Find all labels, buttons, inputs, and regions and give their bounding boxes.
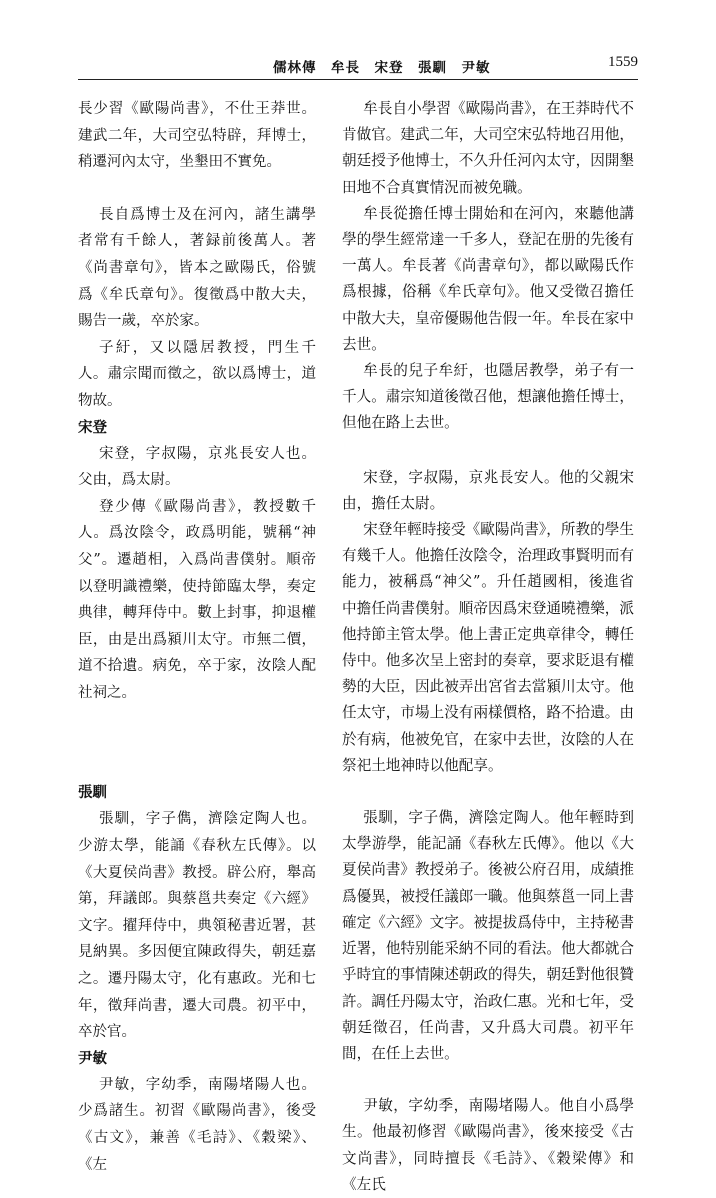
mu-chang-translation-paragraph-1: 牟長自小學習《歐陽尚書》，在王莽時代不肯做官。建武二年，大司空宋弘特地召用他，朝廷授予他博士，不久升任河內太守，因開墾田地不合真實情況而被免職。 — [342, 100, 634, 196]
mu-chang-original-paragraph-3: 子紆，又以隱居教授，門生千人。肅宗聞而徵之，欲以爲博士，道物故。 — [78, 339, 316, 409]
classical-text-column — [78, 96, 316, 1178]
mu-chang-original-paragraph-1: 長少習《歐陽尚書》，不仕王莽世。建武二年，大司空弘特辟，拜博士，稍遷河內太守，坐墾田不實免。 — [78, 101, 316, 171]
mu-chang-translation-paragraph-3: 牟長的兒子牟紆，也隱居教學，弟子有一千人。肅宗知道後徵召他，想讓他擔任博士，但他在路上去世。 — [342, 362, 634, 432]
song-deng-original-paragraph-2: 登少傳《歐陽尚書》，教授數千人。爲汝陰令，政爲明能，號稱“神父”。遷趙相，入爲尚書僕射。順帝以登明識禮樂，使持節臨太學，奏定典律，轉拜侍中。數上封事，抑退權臣，由是出爲潁川太守。市無二價，道不拾遺。病免，卒于家，汝陰人配社祠之。 — [78, 498, 316, 701]
page-header — [78, 50, 638, 80]
yin-min-translation-paragraph: 尹敏，字幼季，南陽堵陽人。他自小爲學生。他最初修習《歐陽尚書》，後來接受《古文尚書》，同時擅長《毛詩》、《穀梁傳》和《左氏 — [342, 1097, 634, 1193]
running-title: 儒林傳 牟長 宋登 張馴 尹敏 — [273, 60, 491, 76]
zhang-xun-translation-paragraph: 張馴，字子儁，濟陰定陶人。他年輕時到太學游學，能記誦《春秋左氏傳》。他以《大夏侯尚書》教授弟子。後被公府召用，成績推爲優異，被授任議郎一職。他與蔡邕一同上書確定《六經》文字。被提拔爲侍中，主持秘書近署，他特别能采納不同的看法。他大都就合乎時宜的事情陳述朝政的得失，朝廷對他很贊許。調任丹陽太守，治政仁惠。光和七年，受朝廷徵召，任尚書，又升爲大司農。初平年間，在任上去世。 — [342, 809, 634, 1062]
section-heading-zhang-xun: 張馴 — [78, 785, 107, 802]
mu-chang-translation-paragraph-2: 牟長從擔任博士開始和在河內，來聽他講學的學生經常達一千多人，登記在册的先後有一萬人。牟長著《尚書章句》，都以歐陽氏作爲根據，俗稱《牟氏章句》。他又受徵召擔任中散大夫，皇帝優賜他告假一年。牟長在家中去世。 — [342, 204, 634, 353]
translation-column — [342, 96, 634, 1198]
mu-chang-original-paragraph-2: 長自爲博士及在河內，諸生講學者常有千餘人，著録前後萬人。著《尚書章句》，皆本之歐陽氏，俗號爲《牟氏章句》。復徵爲中散大夫，賜告一歲，卒於家。 — [78, 206, 316, 330]
song-deng-original-paragraph-1: 宋登，字叔陽，京兆長安人也。父由，爲太尉。 — [78, 445, 316, 489]
section-heading-yin-min: 尹敏 — [78, 1050, 107, 1067]
section-heading-song-deng: 宋登 — [78, 419, 107, 436]
page-number: 1559 — [608, 54, 638, 70]
song-deng-translation-paragraph-2: 宋登年輕時接受《歐陽尚書》，所教的學生有幾千人。他擔任汝陰令，治理政事賢明而有能力，被稱爲“神父”。升任趙國相，後進省中擔任尚書僕射。順帝因爲宋登通曉禮樂，派他持節主管太學。他上書正定典章律令，轉任侍中。他多次呈上密封的奏章，要求貶退有權勢的大臣，因此被弄出宮省去當潁川太守。他任太守，市場上没有兩樣價格，路不拾遺。由於有病，他被免官，在家中去世，汝陰的人在祭祀土地神時以他配享。 — [342, 521, 634, 774]
header-rule — [78, 79, 638, 80]
song-deng-translation-paragraph-1: 宋登，字叔陽，京兆長安人。他的父親宋由，擔任太尉。 — [342, 468, 634, 512]
yin-min-original-paragraph: 尹敏，字幼季，南陽堵陽人也。少爲諸生。初習《歐陽尚書》，後受《古文》，兼善《毛詩》、《穀梁》、《左 — [78, 1076, 316, 1173]
zhang-xun-original-paragraph: 張馴，字子儁，濟陰定陶人也。少游太學，能誦《春秋左氏傳》。以《大夏侯尚書》教授。辟公府，舉高第，拜議郎。與蔡邕共奏定《六經》文字。擢拜侍中，典領秘書近署，甚見納異。多因便宜陳政得失，朝廷嘉之。遷丹陽太守，化有惠政。光和七年，徵拜尚書，遷大司農。初平中，卒於官。 — [78, 811, 316, 1041]
